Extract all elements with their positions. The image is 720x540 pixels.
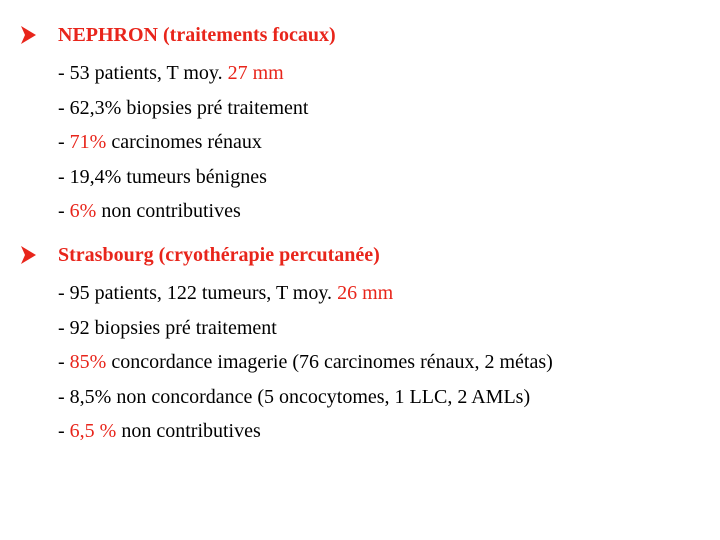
- section-nephron: [0, 22, 720, 229]
- list-item: [58, 380, 720, 415]
- item-text: - 92 biopsies pré traitement: [58, 316, 277, 339]
- arrowhead-bullet-icon: [20, 23, 38, 47]
- list-item: [58, 414, 720, 449]
- section-heading-row: [0, 242, 720, 272]
- item-text: carcinomes rénaux: [106, 131, 262, 153]
- bullet-list: [58, 56, 720, 229]
- item-text: -: [58, 420, 70, 442]
- list-item: [58, 194, 720, 229]
- list-item: [58, 91, 720, 126]
- arrowhead-bullet-icon: [20, 243, 38, 267]
- item-text: - 8,5% non concordance (5 oncocytomes, 1 LLC, 2 AMLs): [58, 385, 531, 408]
- section-strasbourg: [0, 242, 720, 449]
- item-text: - 95 patients, 122 tumeurs, T moy.: [58, 282, 338, 304]
- section-heading: Strasbourg (cryothérapie percutanée): [58, 244, 380, 266]
- item-text: non contributives: [96, 200, 241, 222]
- list-item: [58, 56, 720, 91]
- highlight-value: 71%: [69, 131, 107, 153]
- list-item: [58, 311, 720, 346]
- bullet-list: [58, 276, 720, 449]
- highlight-value: 85%: [69, 351, 107, 373]
- item-text: concordance imagerie (76 carcinomes rénaux, 2 métas): [106, 351, 553, 373]
- highlight-value: 26 mm: [337, 282, 394, 304]
- item-text: -: [58, 200, 70, 222]
- item-text: - 19,4% tumeurs bénignes: [58, 165, 267, 188]
- section-heading: NEPHRON (traitements focaux): [58, 24, 336, 46]
- list-item: [58, 160, 720, 195]
- list-item: [58, 125, 720, 160]
- highlight-value: 6,5 %: [69, 420, 117, 442]
- highlight-value: 27 mm: [227, 62, 284, 84]
- item-text: -: [58, 131, 70, 153]
- item-text: non contributives: [116, 420, 261, 442]
- list-item: [58, 276, 720, 311]
- highlight-value: 6%: [69, 200, 97, 222]
- item-text: - 53 patients, T moy.: [58, 62, 228, 84]
- list-item: [58, 345, 720, 380]
- section-heading-row: [0, 22, 720, 52]
- item-text: -: [58, 351, 70, 373]
- item-text: - 62,3% biopsies pré traitement: [58, 96, 309, 119]
